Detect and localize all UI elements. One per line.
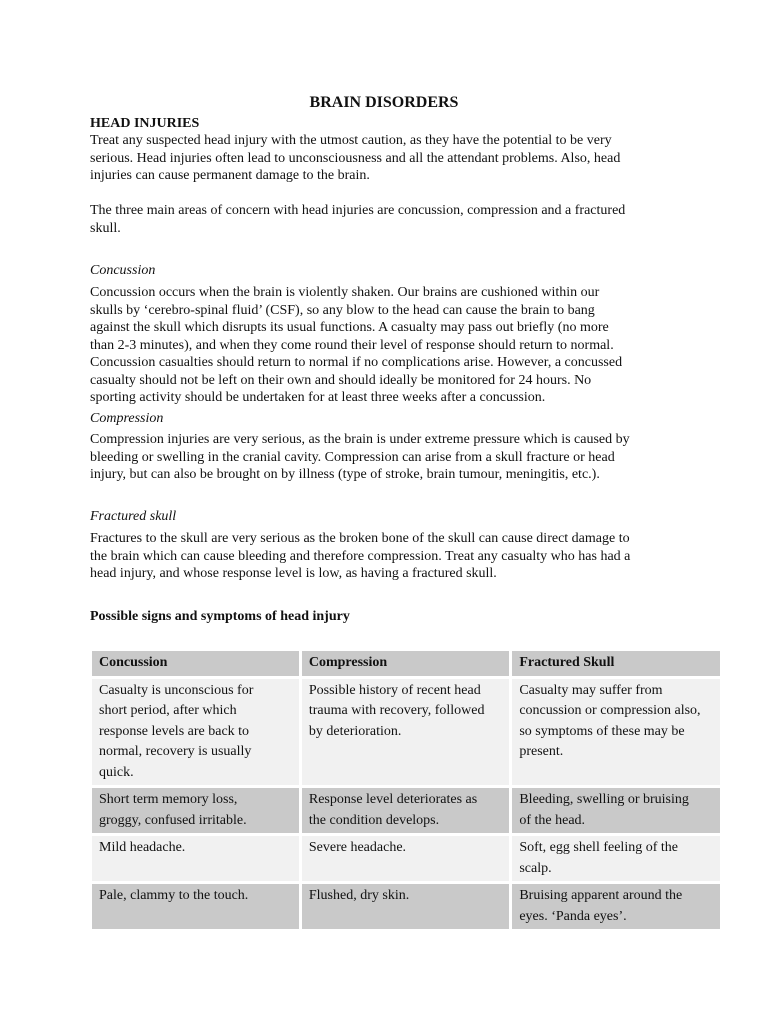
cell-line: Flushed, dry skin.: [308, 888, 410, 903]
text-line: serious. Head injuries often lead to unconsciousness and all the attendant problems. Also, head: [90, 150, 621, 166]
table-cell: [92, 836, 299, 881]
table-cell: [302, 679, 509, 786]
cell-line: Casualty may suffer from: [519, 682, 663, 698]
cell-line: groggy, confused irritable.: [99, 812, 247, 828]
text-line: skull.: [90, 220, 121, 236]
table-cell: [512, 788, 720, 833]
cell-line: of the head.: [519, 812, 586, 828]
text-line: head injury, and whose response level is low, as having a fractured skull.: [90, 566, 497, 581]
cell-line: by deterioration.: [308, 723, 402, 739]
head-injuries-paragraph-1: [90, 132, 620, 185]
page-title: BRAIN DISORDERS: [309, 94, 459, 111]
table-cell: [302, 788, 509, 833]
cell-line: scalp.: [519, 860, 552, 876]
text-line: Compression injuries are very serious, as the brain is under extreme pressure which is caused by: [90, 432, 630, 447]
cell-line: Mild headache.: [99, 840, 186, 855]
text-line: than 2-3 minutes), and when they come round their level of response should return to normal.: [90, 337, 614, 353]
cell-line: Response level deteriorates as: [308, 792, 478, 807]
text-line: casualty should not be left on their own and should ideally be monitored for 24 hours. No: [90, 372, 592, 388]
cell-line: trauma with recovery, followed: [308, 703, 485, 718]
cell-line: Possible history of recent head: [308, 682, 481, 698]
table-cell: [512, 884, 720, 929]
text-line: injuries can cause permanent damage to the brain.: [90, 168, 370, 183]
table-row: [92, 884, 720, 929]
text-line: Concussion casualties should return to normal if no complications arise. However, a concussed: [90, 355, 623, 370]
column-header-compression: Compression: [302, 651, 509, 676]
cell-line: response levels are back to: [99, 723, 250, 739]
cell-line: concussion or compression also,: [519, 703, 701, 718]
section-heading-head-injuries: HEAD INJURIES: [90, 116, 200, 131]
table-cell: [92, 884, 299, 929]
cell-line: Pale, clammy to the touch.: [99, 888, 249, 903]
table-cell: [302, 836, 509, 881]
text-line: Fractures to the skull are very serious as the broken bone of the skull can cause direct damage to: [90, 531, 630, 546]
cell-line: Severe headache.: [308, 840, 407, 855]
text-line: skulls by ‘cerebro-spinal fluid’ (CSF), so any blow to the head can cause the brain to bang: [90, 302, 595, 318]
cell-line: so symptoms of these may be: [519, 723, 685, 739]
table-row: [92, 788, 720, 833]
cell-line: short period, after which: [99, 703, 237, 718]
table-cell: [92, 679, 299, 786]
text-line: Concussion occurs when the brain is violently shaken. Our brains are cushioned within our: [90, 285, 600, 300]
subheading-fractured-skull: Fractured skull: [90, 509, 177, 524]
cell-line: quick.: [99, 764, 134, 780]
concussion-paragraph: [90, 284, 622, 407]
cell-line: present.: [519, 744, 564, 759]
table-cell: [302, 884, 509, 929]
text-line: bleeding or swelling in the cranial cavity. Compression can arise from a skull fracture or head: [90, 449, 615, 465]
cell-line: Soft, egg shell feeling of the: [519, 840, 678, 855]
text-line: Treat any suspected head injury with the utmost caution, as they have the potential to be very: [90, 133, 612, 148]
cell-line: Bruising apparent around the: [519, 888, 683, 903]
column-header-concussion: Concussion: [92, 651, 299, 676]
subheading-concussion: Concussion: [90, 263, 156, 278]
text-line: injury, but can also be brought on by illness (type of stroke, brain tumour, meningitis, etc.).: [90, 467, 600, 482]
text-line: The three main areas of concern with head injuries are concussion, compression and a fractured: [90, 203, 626, 218]
table-cell: [92, 788, 299, 833]
fractured-skull-paragraph: [90, 530, 630, 583]
compression-paragraph: [90, 431, 630, 484]
table-header-row: [92, 651, 720, 676]
symptoms-heading: Possible signs and symptoms of head injury: [90, 609, 350, 624]
text-line: the brain which can cause bleeding and therefore compression. Treat any casualty who has had a: [90, 548, 631, 564]
cell-line: Casualty is unconscious for: [99, 682, 254, 698]
text-line: against the skull which disrupts its usual functions. A casualty may pass out briefly (no more: [90, 320, 609, 335]
head-injuries-paragraph-2: [90, 202, 625, 237]
cell-line: eyes. ‘Panda eyes’.: [519, 908, 627, 924]
table-row: [92, 836, 720, 881]
subheading-compression: Compression: [90, 411, 164, 426]
cell-line: Bleeding, swelling or bruising: [519, 792, 689, 807]
column-header-fractured-skull: Fractured Skull: [512, 651, 720, 676]
table-cell: [512, 836, 720, 881]
cell-line: Short term memory loss,: [99, 792, 238, 807]
cell-line: the condition develops.: [308, 812, 440, 828]
table-row: [92, 679, 720, 786]
table-cell: [512, 679, 720, 786]
text-line: sporting activity should be undertaken for at least three weeks after a concussion.: [90, 390, 546, 405]
cell-line: normal, recovery is usually: [99, 744, 252, 759]
symptoms-table: [89, 648, 723, 932]
